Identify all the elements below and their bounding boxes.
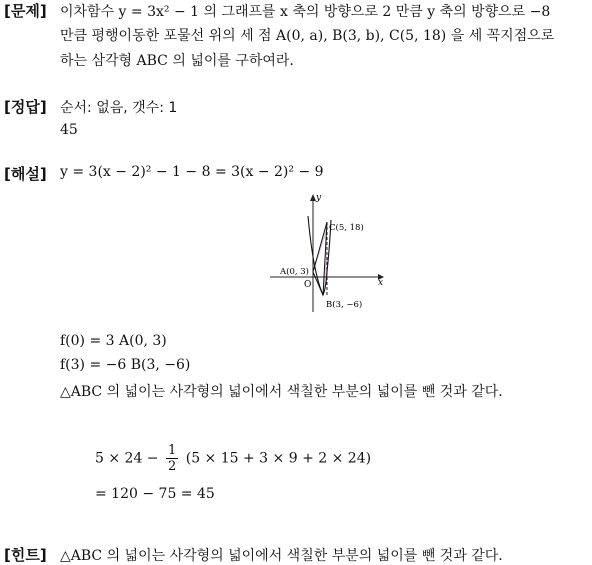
answer-label: [정답] (4, 98, 47, 116)
answer-value: 45 (60, 122, 78, 138)
parabola-curve (308, 216, 331, 295)
hint-text: △ABC 의 넓이는 사각형의 넓이에서 색칠한 부분의 넓이를 뺀 것과 같다. (60, 548, 503, 564)
solution-f3: f(3) = −6 B(3, −6) (60, 357, 191, 373)
origin-label: O (304, 280, 312, 290)
answer-info: 순서: 없음, 갯수: 1 (60, 100, 178, 116)
calc-fraction-numerator: 1 (168, 443, 177, 458)
hint-label: [힌트] (4, 546, 47, 564)
problem-line-1: 이차함수 y = 3x² − 1 의 그래프를 x 축의 방향으로 2 만큼 y 축의 방향으로 −8 (60, 4, 551, 20)
point-a-label: A(0, 3) (280, 267, 309, 277)
x-axis-label: x (378, 278, 384, 288)
y-axis-label: y (316, 193, 322, 203)
problem-line-2: 만큼 평행이동한 포물선 위의 세 점 A(0, a), B(3, b), C(5, 18) 을 세 꼭지점으로 (60, 28, 555, 44)
calc-prefix: 5 × 24 − (95, 450, 159, 467)
point-b-label: B(3, −6) (326, 300, 363, 310)
solution-result: = 120 − 75 = 45 (95, 486, 215, 502)
solution-area-text: △ABC 의 넓이는 사각형의 넓이에서 색칠한 부분의 넓이를 뺀 것과 같다. (60, 384, 503, 400)
problem-line-3: 하는 삼각형 ABC 의 넓이를 구하여라. (60, 53, 294, 69)
point-c-label: C(5, 18) (329, 223, 364, 233)
solution-equation: y = 3(x − 2)² − 1 − 8 = 3(x − 2)² − 9 (60, 164, 324, 180)
solution-calc (95, 443, 371, 474)
calc-suffix: (5 × 15 + 3 × 9 + 2 × 24) (185, 450, 372, 467)
calc-fraction (166, 443, 178, 474)
parabola-graph (268, 192, 388, 314)
problem-label: [문제] (4, 2, 47, 20)
triangle-side-ab (313, 272, 323, 295)
solution-label: [해설] (4, 165, 47, 183)
calc-fraction-denominator: 2 (168, 459, 177, 474)
solution-f0: f(0) = 3 A(0, 3) (60, 333, 167, 349)
